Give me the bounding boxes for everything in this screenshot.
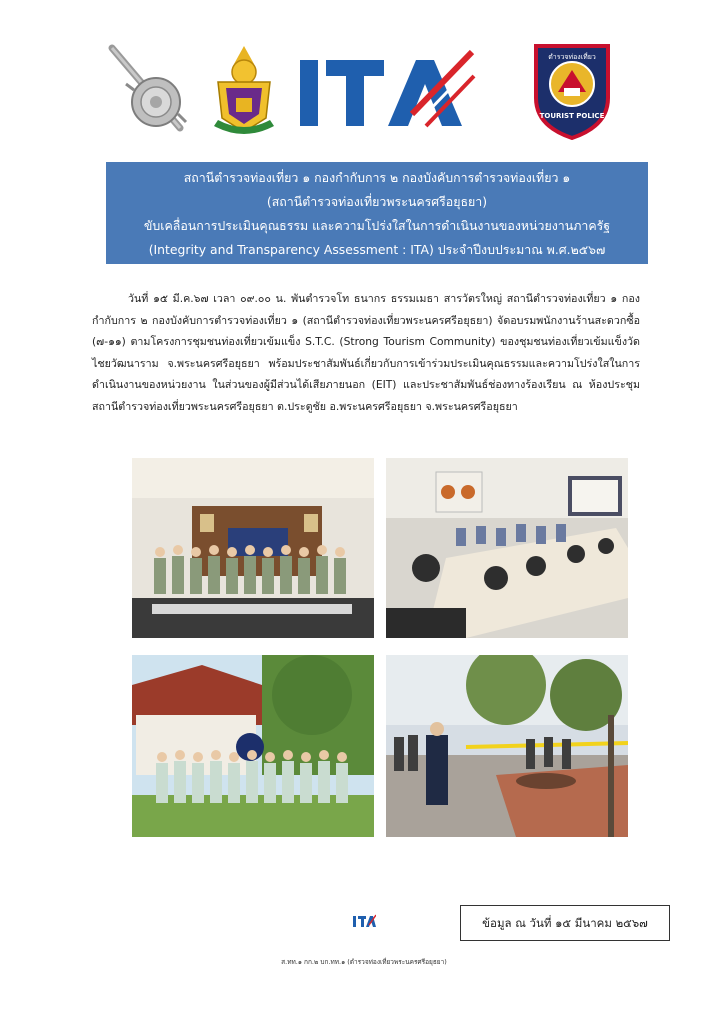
photo-group-meeting-room (132, 458, 374, 638)
footnote: ส.ทท.๑ กก.๒ บก.ทท.๑ (ตำรวจท่องเที่ยวพระนครศรีอยุธยา) (281, 958, 447, 966)
logo-row (100, 38, 620, 148)
body-paragraph (92, 288, 640, 417)
footer-ita-logo (352, 913, 376, 929)
date-note: ข้อมูล ณ วันที่ ๑๕ มีนาคม ๒๕๖๗ (482, 916, 648, 930)
photo-outdoor-group (132, 655, 374, 837)
title-line-2: (สถานีตำรวจท่องเที่ยวพระนครศรีอยุธยา) (266, 194, 488, 209)
sword-seal-logo (104, 42, 196, 138)
title-line-3: ขับเคลื่อนการประเมินคุณธรรม และความโปร่งใสในการดำเนินงานของหน่วยงานภาครัฐ (143, 218, 611, 233)
title-banner (106, 162, 648, 264)
title-line-4: (Integrity and Transparency Assessment : ITA) ประจำปีงบประมาณ พ.ศ.๒๕๖๗ (148, 242, 606, 257)
ita-logo (296, 48, 476, 136)
title-line-1: สถานีตำรวจท่องเที่ยว ๑ กองกำกับการ ๒ กองบังคับการตำรวจท่องเที่ยว ๑ (183, 170, 571, 185)
photo-meeting-presentation (386, 458, 628, 638)
badge-top-text: ตำรวจท่องเที่ยว (548, 53, 596, 61)
royal-police-crest-logo (208, 42, 280, 138)
tourist-police-badge-logo (528, 40, 616, 140)
photo-outdoor-walkway (386, 655, 628, 837)
badge-bottom-text: TOURIST POLICE (539, 112, 605, 120)
body-text: วันที่ ๑๕ มี.ค.๖๗ เวลา ๐๙.๐๐ น. พันตำรวจโท ธนากร ธรรมเมธา สารวัตรใหญ่ สถานีตำรวจท่องเที่ยว ๑ กองกำกับการ ๒ กองบังคับการตำรวจท่องเที่ยว ๑ (สถานีตำรวจท่องเที่ยวพระนครศรีอยุธยา) จัดอบรมพนักงานร้านสะดวกซื้อ (๗-๑๑) ตามโครงการชุมชนท่องเที่ยวเข้มแข็ง S.T.C. (Strong Tourism Community) ของชุมชนท่องเที่ยวเข้มแข็งวัดไชยวัฒนาราม จ.พระนครศรีอยุธยา พร้อมประชาสัมพันธ์เกี่ยวกับการเข้าร่วมประเมินคุณธรรมและความโปร่งใสในการดำเนินงานของหน่วยงาน ในส่วนของผู้มีส่วนได้เสียภายนอก (EIT) และประชาสัมพันธ์ช่องทางร้องเรียน ณ ห้องประชุมสถานีตำรวจท่องเที่ยวพระนครศรีอยุธยา ต.ประตูชัย อ.พระนครศรีอยุธยา จ.พระนครศรีอยุธยา (92, 292, 640, 413)
date-note-box (460, 905, 670, 941)
